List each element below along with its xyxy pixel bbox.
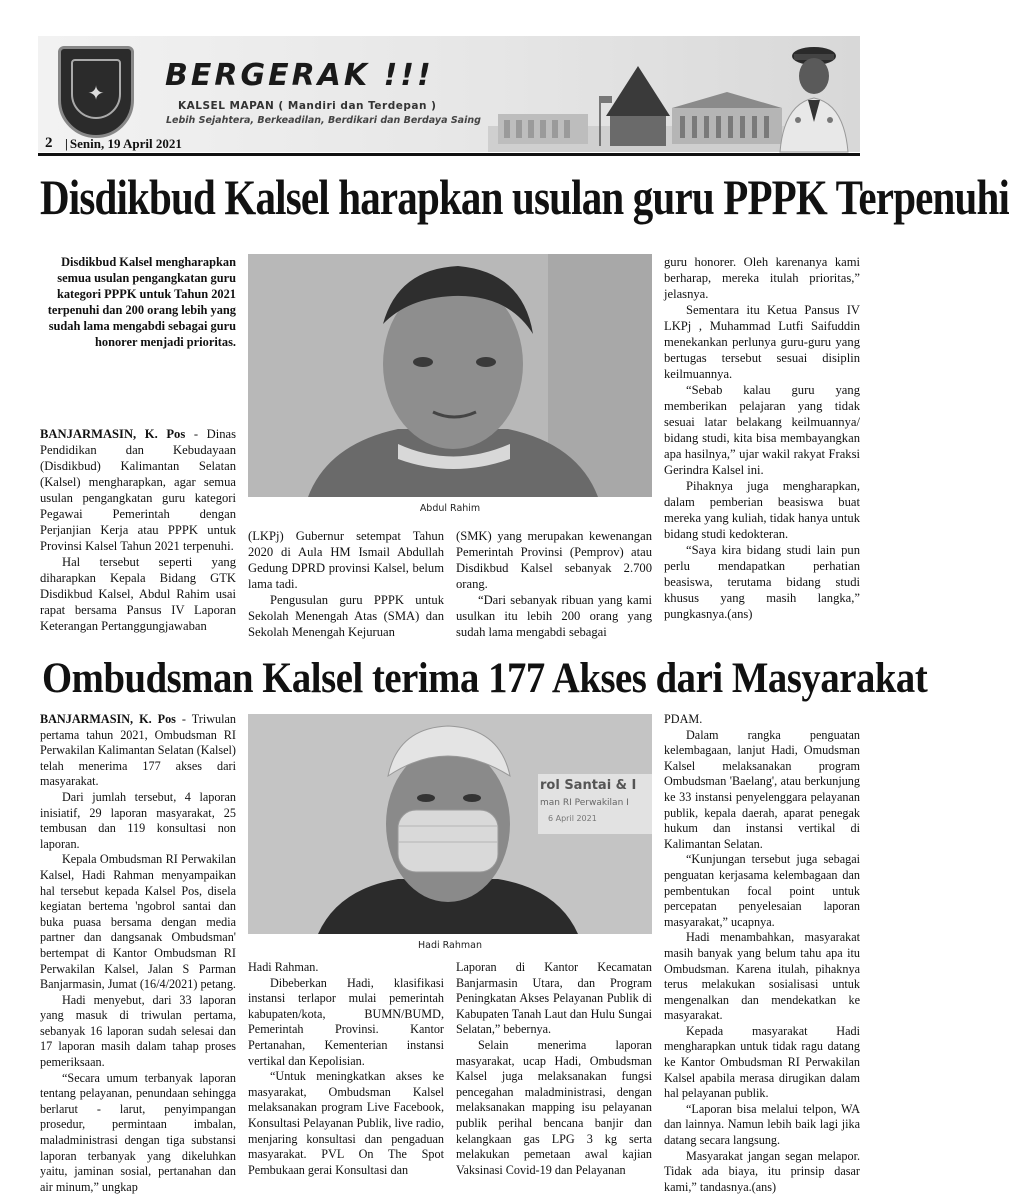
article1-column-3 bbox=[456, 528, 652, 640]
masthead-tagline: KALSEL MAPAN ( Mandiri dan Terdepan ) bbox=[178, 100, 437, 112]
article2-paragraph: Kepala Ombudsman RI Perwakilan Kalsel, Hadi Rahman menyampaikan hal tersebut kepada Kalsel Pos, disela kegiatan bertema 'ngobrol santai dan buka puasa bersama dengan media partner dan dangsanak Ombudsman' bertempat di Kantor Ombudsman RI Perwakilan Kalsel, Jalan S Parman Banjarmasin, Jumat (16/4/2021) petang. bbox=[40, 852, 236, 992]
article2-paragraph: Laporan di Kantor Kecamatan Banjarmasin Utara, dan Program Peningkatan Akses Pelayanan Publik di Kabupaten Tanah Laut dan Hulu Sungai Selatan,” bebernya. bbox=[456, 960, 652, 1037]
article1-paragraph: (LKPj) Gubernur setempat Tahun 2020 di Aula HM Ismail Abdullah Gedung DPRD provinsi Kalsel, belum lama tadi. bbox=[248, 529, 444, 591]
article1-paragraph: guru honorer. Oleh karenanya kami berharap, mereka itulah prioritas,” jelasnya. bbox=[664, 255, 860, 301]
article1-paragraph: (SMK) yang merupakan kewenangan Pemerintah Provinsi (Pemprov) atau Disdikbud Kalsel sebanyak 2.700 orang. bbox=[456, 529, 652, 591]
article1-column-4 bbox=[664, 254, 860, 622]
article2-column-4 bbox=[664, 712, 860, 1195]
article1-dateline: BANJARMASIN, K. Pos bbox=[40, 427, 186, 441]
article1-paragraph: Hal tersebut seperti yang diharapkan Kepala Bidang GTK Disdikbud Kalsel, Abdul Rahim usai rapat bersama Pansus IV Laporan Keterangan Pertanggungjawaban bbox=[40, 555, 236, 633]
article1-column-1 bbox=[40, 426, 236, 634]
article2-headline: Ombudsman Kalsel terima 177 Akses dari Masyarakat bbox=[42, 655, 928, 702]
article2-photo bbox=[248, 714, 652, 934]
article2-paragraph: “Untuk meningkatkan akses ke masyarakat, Ombudsman Kalsel melaksanakan program Live Facebook, Konsultasi Pelayanan Publik, live radio, menjaring konsultasi dan pengaduan masyarakat. PVL On The Spot Pembukaan gerai Konsultasi dan bbox=[248, 1069, 444, 1177]
article2-paragraph: “Laporan bisa melalui telpon, WA dan lainnya. Namun lebih baik lagi jika datang secara langsung. bbox=[664, 1101, 860, 1148]
article1-paragraph: Pihaknya juga mengharapkan, dalam pemberian beasiswa buat mereka yang kuliah, tidak hanya untuk bidang studi kedokteran. bbox=[664, 479, 860, 541]
article1-paragraph: “Dari sebanyak ribuan yang kami usulkan itu lebih 200 orang yang sudah lama mengabdi sebagai bbox=[456, 593, 652, 639]
article1-paragraph: “Saya kira bidang studi lain pun perlu mendapatkan perhatian beasiswa, terutama bidang studi khusus yang masih langka,” pungkasnya.(ans) bbox=[664, 543, 860, 621]
photo-banner-text: rol Santai & I bbox=[540, 778, 637, 793]
article1-paragraph: “Sebab kalau guru yang memberikan pelajaran yang tidak sesuai latar belakang keilmuannya/ bidang studi, kita bisa membayangkan apa hasilnya,” ujar wakil rakyat Fraksi Gerindra Kalsel ini. bbox=[664, 383, 860, 477]
article1-headline: Disdikbud Kalsel harapkan usulan guru PPPK Terpenuhi bbox=[40, 169, 1009, 225]
article2-paragraph: Selain menerima laporan masyarakat, ucap Hadi, Ombudsman Kalsel juga melaksanakan fungsi pencegahan maladministrasi, dengan melaksanakan mapping isu pelayanan publik perihal bencana banjir dan kelangkaan gas LPG 3 kg serta melakukan pemetaan awal kajian Vaksinasi Covid-19 dan Pelayanan bbox=[456, 1037, 652, 1177]
provincial-crest-logo: ✦ bbox=[58, 46, 134, 138]
article2-paragraph: - Triwulan pertama tahun 2021, Ombudsman RI Perwakilan Kalimantan Selatan (Kalsel) telah menerima 177 akses dari masyarakat. bbox=[40, 712, 236, 789]
article2-column-1 bbox=[40, 712, 236, 1195]
issue-date: | Senin, 19 April 2021 bbox=[65, 136, 182, 152]
article2-paragraph: Dari jumlah tersebut, 4 laporan inisiatif, 29 laporan masyarakat, 25 tembusan dan 119 konsultasi non laporan. bbox=[40, 789, 236, 851]
article1-photo bbox=[248, 254, 652, 497]
article2-paragraph: Hadi menambahkan, masyarakat masih banyak yang belum tahu apa itu Ombudsman. Karena itulah, pihaknya terus melakukan sosialisasi untuk mengenalkan dan mendekatkan ke masyarakat. bbox=[664, 930, 860, 1023]
article2-paragraph: Dibeberkan Hadi, klasifikasi instansi terlapor mulai pemerintah kabupaten/kota, BUMN/BUMD, Pemerintah Provinsi. Kantor Pertanahan, Kementerian instansi vertikal dan Kepolisian. bbox=[248, 975, 444, 1068]
article1-paragraph: Pengusulan guru PPPK untuk Sekolah Menengah Atas (SMA) dan Sekolah Menengah Kejuruan bbox=[248, 593, 444, 639]
article2-photo-caption: Hadi Rahman bbox=[418, 940, 482, 951]
article1-photo-caption: Abdul Rahim bbox=[419, 503, 481, 514]
article1-column-2 bbox=[248, 528, 444, 640]
article2-paragraph: Hadi Rahman. bbox=[248, 960, 319, 974]
article2-paragraph: Kepada masyarakat Hadi mengharapkan untuk tidak ragu datang ke Kantor Ombudsman RI Perwakilan Kalsel apabila merasa dirugikan dalam hal pelayanan publik. bbox=[664, 1023, 860, 1101]
article2-column-2 bbox=[248, 960, 444, 1178]
photo-banner-text: man RI Perwakilan I bbox=[540, 798, 629, 808]
article1-paragraph: - Dinas Pendidikan dan Kebudayaan (Disdikbud) Kalimantan Selatan (Kalsel) mengharapkan, agar semua usulan pengangkatan guru kategori Pegawai Pemerintah dengan Perjanjian Kerja atau PPPK untuk Provinsi Kalsel Tahun 2021 terpenuhi. bbox=[40, 427, 236, 553]
article1-lead: Disdikbud Kalsel mengharapkan semua usulan pengangkatan guru kategori PPPK untuk Tahun 2021 terpenuhi dan 200 orang lebih yang sudah lama mengabdi sebagai guru honorer menjadi prioritas. bbox=[47, 255, 236, 349]
article1-paragraph: Sementara itu Ketua Pansus IV LKPj , Muhammad Lutfi Saifuddin menekankan perlunya guru-guru yang bertugas tersebut sesuai disiplin keilmuannya. bbox=[664, 303, 860, 381]
article2-column-3 bbox=[456, 960, 652, 1178]
article2-paragraph: PDAM. bbox=[664, 712, 703, 726]
masthead-subtagline: Lebih Sejahtera, Berkeadilan, Berdikari dan Berdaya Saing bbox=[166, 115, 481, 126]
page-info-line bbox=[38, 135, 860, 153]
article2-paragraph: Masyarakat jangan segan melapor. Tidak ada biaya, itu prinsip dasar kami,” tandasnya.(ans) bbox=[664, 1148, 860, 1194]
article2-paragraph: Dalam rangka penguatan kelembagaan, lanjut Hadi, Omudsman Kalsel melaksanakan program Ombudsman 'Baelang', atau berkunjung ke 33 instansi penyelenggara pelayanan publik, kepala daerah, aparat penegak hukum dan instansi vertikal di Kalimantan Selatan. bbox=[664, 727, 860, 851]
article2-dateline: BANJARMASIN, K. Pos bbox=[40, 712, 176, 726]
article2-paragraph: “Secara umum terbanyak laporan tentang pelayanan, penundaan sehingga berlarut - larut, penyimpangan prosedur, permintaan imbalan, maladministrasi dengan tiga substansi laporan terbanyak yang dikeluhkan yaitu, jaminan sosial, pertanahan dan air minum,” ungkap bbox=[40, 1070, 236, 1194]
page-number: 2 bbox=[45, 135, 53, 151]
article2-paragraph: Hadi menyebut, dari 33 laporan yang masuk di triwulan pertama, sebanyak 16 laporan sudah selesai dan 17 laporan masih dalam tahap proses pemeriksaan. bbox=[40, 992, 236, 1070]
photo-banner-text: 6 April 2021 bbox=[548, 814, 597, 823]
article2-paragraph: “Kunjungan tersebut juga sebagai penguatan kerjasama kelembagaan dan pembentukan focal point untuk percepatan penyelesaian laporan masyarakat,” ucapnya. bbox=[664, 852, 860, 929]
masthead-rule bbox=[38, 153, 860, 156]
masthead-title: BERGERAK !!! bbox=[165, 58, 434, 93]
